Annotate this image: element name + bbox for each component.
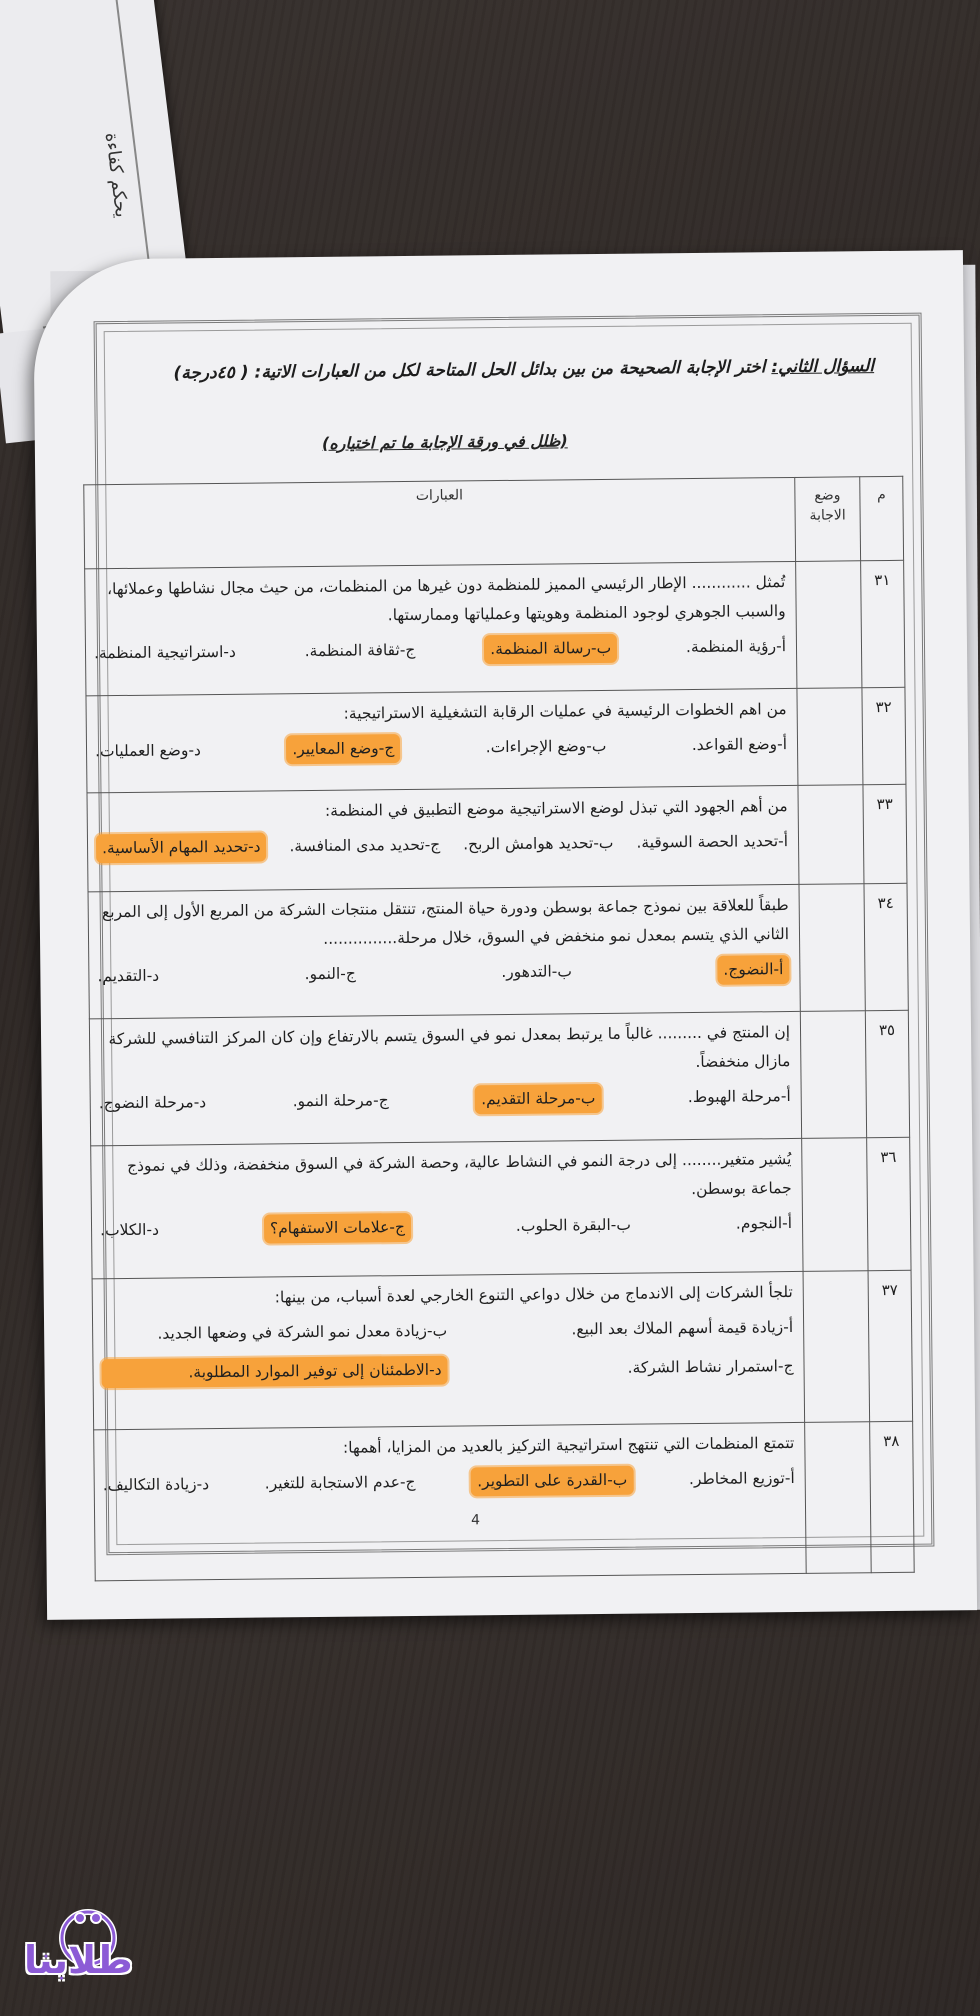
question-number: ٣٣ — [863, 784, 907, 883]
question-row — [87, 784, 907, 892]
question-number: ٣٧ — [868, 1270, 913, 1421]
question-row — [92, 1270, 913, 1430]
statement-text: من أهم الجهود التي تبذل لوضع الاستراتيجية موضع التطبيق في المنظمة: — [324, 797, 788, 820]
statement-cell — [87, 785, 799, 891]
option-item[interactable]: أ-وضع القواعد. — [691, 735, 788, 755]
exam-sheet — [33, 250, 977, 1620]
question-subtitle: (ظلل في ورقة الإجابة ما تم اختياره) — [321, 431, 568, 453]
answer-cell[interactable] — [800, 1011, 866, 1139]
option-item[interactable]: ج-عدم الاستجابة للتغير. — [264, 1472, 416, 1493]
statement-text: طبقاً للعلاقة بين نموذج جماعة بوسطن ودورة حياة المنتج، تنتقل منتجات الشركة من المربع الأول إلى المربع الثاني الذي يتسم بمعدل نمو منخفض في السوق، خلال مرحلة............... — [101, 896, 790, 948]
question-row — [89, 1010, 909, 1146]
options-list — [96, 827, 788, 863]
statement-text: تُمثل ............ الإطار الرئيسي المميز للمنظمة دون غيرها من المنظمات، من حيث مجال نشاطها وعملائها، والسبب الجوهري لوجود المنظمة وهويتها وعملياتها وممارستها. — [106, 573, 786, 625]
option-item[interactable]: أ-النجوم. — [735, 1214, 793, 1233]
header-answer: وضع الاجابة — [795, 477, 861, 562]
option-item[interactable]: أ-تحديد الحصة السوقية. — [636, 832, 789, 852]
option-item[interactable]: د-الكلاب. — [99, 1220, 160, 1240]
question-row — [86, 687, 906, 793]
option-item[interactable]: أ-رؤية المنظمة. — [685, 637, 787, 657]
header-num: م — [860, 476, 904, 560]
table-header-row — [84, 476, 904, 569]
option-item[interactable]: ج-النمو. — [304, 964, 356, 984]
statement-cell — [86, 688, 798, 792]
options-list — [97, 955, 789, 991]
question-number: ٣١ — [861, 560, 905, 687]
answer-cell[interactable] — [796, 561, 862, 689]
option-item[interactable]: ب-التدهور. — [501, 962, 573, 982]
option-item[interactable]: أ-توزيع المخاطر. — [688, 1468, 795, 1489]
answer-cell[interactable] — [803, 1271, 870, 1423]
question-number: ٣٤ — [864, 883, 908, 1010]
option-item[interactable]: د-زيادة التكاليف. — [102, 1475, 210, 1495]
option-item[interactable]: أ-زيادة قيمة أسهم الملاك بعد البيع. — [571, 1318, 794, 1339]
statement-cell — [92, 1271, 805, 1429]
answer-cell[interactable] — [797, 688, 863, 786]
question-number: ٣٦ — [867, 1137, 911, 1270]
option-item[interactable]: ج-تحديد مدى المنافسة. — [289, 835, 441, 856]
option-item[interactable]: د-وضع العمليات. — [94, 741, 201, 761]
option-item[interactable]: ج-وضع المعايير. — [286, 734, 400, 764]
answer-cell[interactable] — [802, 1138, 868, 1272]
option-item[interactable]: د-التقديم. — [97, 966, 160, 986]
question-marks: ( ٤٥درجة) — [173, 362, 249, 384]
option-item[interactable]: ج-علامات الاستفهام؟ — [264, 1213, 411, 1244]
statement-cell — [91, 1138, 803, 1278]
questions-body — [85, 560, 915, 1581]
option-item[interactable]: د-استراتيجية المنظمة. — [93, 642, 236, 663]
question-prompt: اختر الإجابة الصحيحة من بين بدائل الحل المتاحة لكل من العبارات الاتية: — [254, 357, 766, 383]
question-row — [88, 883, 908, 1019]
question-row — [85, 560, 905, 696]
statement-cell — [94, 1422, 807, 1580]
question-number: ٣٥ — [865, 1010, 909, 1137]
options-list — [103, 1464, 795, 1500]
underlying-page-text: يحكم كفاءة — [100, 131, 133, 219]
option-item[interactable]: ب-البقرة الحلوب. — [515, 1215, 631, 1235]
option-item[interactable]: ب-رسالة المنظمة. — [484, 634, 617, 664]
question-number: ٣٢ — [862, 687, 906, 784]
statement-text: تلجأ الشركات إلى الاندماج من خلال دواعي التنوع الخارجي لعدة أسباب، من بينها: — [274, 1283, 793, 1307]
option-item[interactable]: ج-ثقافة المنظمة. — [304, 640, 416, 661]
page-number: 4 — [471, 1512, 481, 1529]
statement-text: إن المنتج في ......... غالباً ما يرتبط بمعدل نمو في السوق يتسم بالارتفاع وإن كان المركز التنافسي للشركة مازال منخفضاً. — [108, 1023, 791, 1072]
option-item[interactable]: ب-تحديد هوامش الربح. — [463, 833, 614, 854]
options-list — [94, 632, 786, 668]
statement-text: من اهم الخطوات الرئيسية في عمليات الرقابة التشغيلية الاستراتيجية: — [343, 700, 787, 723]
options-list — [100, 1209, 792, 1245]
statement-text: تتمتع المنظمات التي تنتهج استراتيجية التركيز بالعديد من المزايا، أهمها: — [342, 1433, 795, 1457]
statement-cell — [85, 561, 797, 695]
option-item[interactable]: د-تحديد المهام الأساسية. — [96, 832, 267, 863]
logo-text: طلابنا — [24, 1938, 133, 1982]
option-item[interactable]: ج-مرحلة النمو. — [292, 1091, 389, 1111]
answer-cell[interactable] — [799, 884, 865, 1012]
option-item[interactable]: ب-مرحلة التقديم. — [475, 1084, 602, 1114]
header-statements: العبارات — [84, 477, 796, 568]
option-item[interactable]: ب-زيادة معدل نمو الشركة في وضعها الجديد. — [157, 1321, 448, 1343]
option-item[interactable]: ب-القدرة على التطوير. — [471, 1466, 633, 1497]
answer-cell[interactable] — [798, 785, 864, 885]
options-list — [99, 1082, 791, 1118]
statement-text: يُشير متغير........ إلى درجة النمو في النشاط عالية، وحصة الشركة في السوق منخفضة، وذلك في نموذج جماعة بوسطن. — [127, 1150, 792, 1199]
option-item[interactable]: ج-استمرار نشاط الشركة. — [627, 1357, 794, 1377]
option-item[interactable]: د-الاطمئنان إلى توفير الموارد المطلوبة. — [101, 1356, 447, 1389]
question-row — [94, 1421, 915, 1581]
options-list — [95, 730, 787, 766]
option-item[interactable]: ب-وضع الإجراءات. — [485, 736, 607, 757]
question-row — [91, 1137, 911, 1279]
questions-table — [83, 476, 914, 1582]
option-item[interactable]: أ-مرحلة الهبوط. — [687, 1087, 791, 1107]
answer-cell[interactable] — [805, 1422, 872, 1574]
options-list — [101, 1313, 794, 1388]
statement-cell — [89, 1011, 801, 1145]
option-item[interactable]: د-مرحلة النضوج. — [98, 1093, 207, 1113]
question-title: السؤال الثاني: — [771, 356, 875, 378]
statement-cell — [88, 884, 800, 1018]
option-item[interactable]: أ-النضوج. — [717, 955, 789, 985]
question-number: ٣٨ — [870, 1421, 915, 1572]
